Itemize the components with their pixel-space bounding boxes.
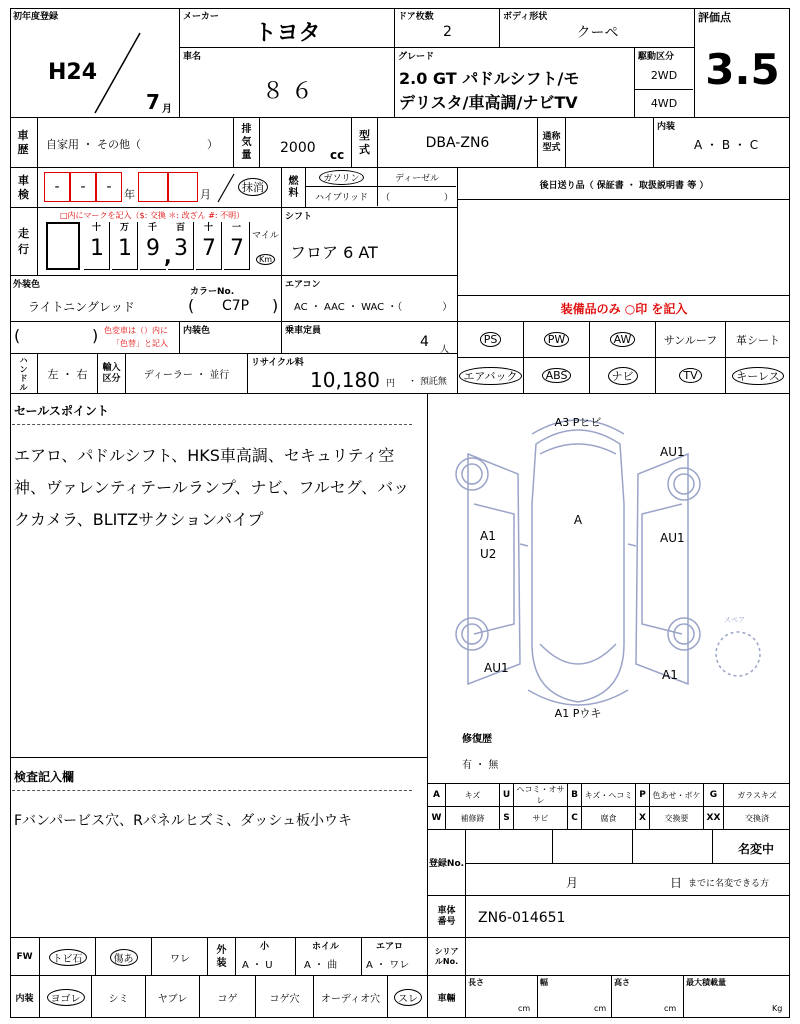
interior-condition-label: オーディオ穴 (320, 993, 381, 1005)
height-label: 高さ (614, 978, 630, 987)
sales-point-title: セールスポイント (14, 404, 109, 418)
inspection-year-box: - (96, 172, 122, 202)
legend-description: 色あせ・ボケ (650, 784, 704, 807)
recycle-unit: 円 (386, 379, 396, 389)
equipment-item (656, 322, 726, 358)
seats-value: 4 (420, 334, 429, 350)
legend-code: U (500, 784, 514, 807)
equipment-item-label: AW (610, 332, 636, 347)
serial-label-cell (428, 938, 466, 976)
inspection-month-box1 (138, 172, 168, 202)
check-title: 検査記入欄 (14, 770, 75, 784)
interior-condition-label: スレ (394, 989, 422, 1006)
shift-cell (282, 208, 458, 276)
later-docs-blank (458, 200, 790, 296)
history-label-cell (10, 118, 38, 168)
length-label: 長さ (468, 978, 484, 987)
inspection-era-box: - (44, 172, 70, 202)
color-change-note1: 色変車は（）内に (104, 326, 168, 335)
fw-item (40, 938, 96, 976)
common-type-label-cell (538, 118, 566, 168)
import-label: 輸入区分 (102, 362, 121, 384)
exterior-aero-value: A ・ ワレ (366, 960, 410, 971)
equipment-item-label: サンルーフ (663, 333, 718, 347)
fuel-diesel: ディーゼル (378, 168, 456, 187)
mileage-unit-km: Km (256, 254, 275, 265)
month-value: 7 (146, 90, 160, 114)
fuel-label-cell (282, 168, 306, 208)
interior-condition-label: コゲ穴 (269, 993, 300, 1005)
mileage-digit-unit: 千 (148, 223, 158, 233)
inspection-year-unit: 年 (124, 188, 135, 201)
exterior-wheel-cell (296, 938, 362, 976)
legend-description: キズ・ヘコミ (582, 784, 636, 807)
color-label: 外装色 (13, 280, 41, 290)
equipment-item (590, 322, 656, 358)
fuel-options-cell (306, 168, 458, 208)
doors-cell (395, 8, 500, 48)
damage-legend (428, 784, 790, 830)
legend-code: W (428, 807, 446, 830)
interior-condition-item (388, 976, 428, 1018)
serial-label: シリアルNo. (434, 946, 459, 966)
exterior-wheel-value: A ・ 曲 (304, 960, 338, 971)
shift-value: フロア 6 AT (290, 243, 378, 262)
mileage-label: 走行 (18, 226, 29, 256)
maker-cell (180, 8, 395, 48)
common-type-value-cell (566, 118, 654, 168)
first-registration-label: 初年度登録 (13, 12, 59, 22)
mileage-digit (140, 222, 166, 270)
drive-label: 駆動区分 (638, 52, 675, 62)
later-docs: 後日送り品（ 保証書 ・ 取扱説明書 等 ） (539, 180, 709, 191)
mileage-digits (84, 222, 256, 272)
type-value: DBA-ZN6 (425, 134, 490, 151)
sales-point-text: エアロ、パドルシフト、HKS車高調、セキュリティ空神、ヴァレンティテールランプ、ナビ、フルセグ、バックカメラ、BLITZサクションパイプ (14, 446, 410, 529)
interior-color-label: 内装色 (183, 326, 211, 336)
name-change: 名変中 (738, 842, 775, 856)
mark-u2-left: U2 (480, 547, 497, 561)
interior-condition-label: ヤブレ (157, 993, 188, 1005)
exterior-small-value: A ・ U (242, 960, 273, 971)
history-value-cell (38, 118, 234, 168)
interior-condition-item (314, 976, 388, 1018)
inspection-expired: 抹消 (238, 178, 268, 196)
drive-4wd: 4WD (650, 96, 678, 110)
recycle-value: 10,180 (310, 368, 380, 392)
fw-item (152, 938, 208, 976)
fw-label: FW (16, 951, 33, 962)
fw-item-label: 傷あ (110, 949, 138, 966)
bottom-interior-values (40, 976, 428, 1018)
first-registration-cell (10, 8, 180, 118)
equipment-item (656, 358, 726, 394)
exterior-wheel-label: ホイル (312, 942, 340, 952)
interior-grade-cell (654, 118, 790, 168)
maker-label: メーカー (183, 12, 219, 22)
dims-values (466, 976, 790, 1018)
equipment-item-label: ABS (542, 368, 572, 383)
inspection-month-unit: 月 (200, 188, 211, 201)
grade-cell (395, 48, 635, 118)
width-unit: cm (594, 1004, 607, 1013)
legend-description: キズ (446, 784, 500, 807)
displacement-value-cell (260, 118, 352, 168)
spare-label: スペア (724, 616, 745, 624)
car-diagram-box (428, 394, 790, 784)
model-cell (180, 48, 395, 118)
recycle-cell (248, 354, 458, 394)
score-value: 3.5 (705, 44, 780, 94)
era-year: H24 (48, 60, 98, 85)
mileage-mark-box (46, 222, 80, 270)
fw-label-cell (10, 938, 40, 976)
type-label: 型式 (359, 128, 370, 156)
type-value-cell (378, 118, 538, 168)
mileage-digit-value: 7 (202, 236, 216, 261)
legend-code: S (500, 807, 514, 830)
mileage-unit-mile: マイル (252, 231, 279, 241)
grade-line1: 2.0 GT パドルシフト/モ (399, 69, 580, 88)
displacement-label: 排気量 (241, 124, 252, 161)
inspection-date-cell (38, 168, 282, 208)
reg-label-cell (428, 830, 466, 896)
legend-description: 交換要 (650, 807, 704, 830)
score-cell (695, 8, 790, 118)
mileage-value-cell (38, 208, 282, 276)
exterior-aero-cell (362, 938, 428, 976)
equipment-item-label: ナビ (608, 367, 638, 385)
interior-grade-label: 内装 (657, 122, 676, 132)
legend-description: 交換済 (724, 807, 790, 830)
legend-code: G (704, 784, 724, 807)
mileage-digit-unit: 百 (176, 223, 186, 233)
check-text: Fバンパービス穴、Rパネルヒズミ、ダッシュ板小ウキ (14, 813, 352, 829)
reg-day: 日 (670, 876, 683, 890)
equipment-item (726, 358, 790, 394)
repair-label: 修復歴 (462, 734, 492, 745)
legend-code: C (568, 807, 582, 830)
handle-value: 左 ・ 右 (47, 367, 88, 381)
legend-description: 腐食 (582, 807, 636, 830)
fuel-gasoline: ガソリン (306, 168, 378, 187)
exterior-label-cell (208, 938, 236, 976)
height-unit: cm (664, 1004, 677, 1013)
equipment-item (524, 322, 590, 358)
chassis-value-cell (466, 896, 790, 938)
score-label: 評価点 (698, 11, 731, 24)
mark-a3: A3 Pヒビ (554, 416, 602, 429)
reg-label: 登録No. (428, 859, 465, 869)
grade-label: グレード (398, 52, 435, 62)
reg-month: 月 (566, 876, 579, 890)
serial-value-cell (466, 938, 790, 976)
common-type-label: 通称型式 (542, 131, 561, 153)
color-code-label: カラーNo. (190, 287, 235, 297)
equipment-item-label: PW (544, 332, 570, 347)
mark-au1-bl: AU1 (484, 661, 509, 675)
interior-condition-item (200, 976, 256, 1018)
mileage-digit-unit: 万 (120, 223, 130, 233)
mileage-digit (112, 222, 138, 270)
interior-grade-value: A ・ B ・ C (694, 138, 759, 152)
interior-condition-label: ヨゴレ (47, 989, 85, 1006)
mileage-digit (84, 222, 110, 270)
drive-2wd: 2WD (635, 62, 693, 90)
aircon-label: エアコン (285, 280, 321, 290)
exterior-small-cell (236, 938, 296, 976)
mileage-comma: , (164, 244, 172, 268)
interior-condition-item (40, 976, 92, 1018)
equipment-header (458, 296, 790, 322)
inspection-month-box2 (168, 172, 198, 202)
mark-a1-br: A1 (662, 668, 678, 682)
import-value: ディーラー ・ 並行 (143, 370, 230, 381)
chassis-label-cell (428, 896, 466, 938)
mileage-digit (224, 222, 250, 270)
exterior-label: 外装 (216, 944, 227, 969)
legend-code: XX (704, 807, 724, 830)
seats-unit: 人 (440, 345, 450, 355)
displacement-label-cell (234, 118, 260, 168)
seats-label: 乗車定員 (285, 326, 322, 336)
length-unit: cm (518, 1004, 531, 1013)
mileage-digit-unit: 十 (204, 223, 214, 233)
max-load-label: 最大積載量 (686, 978, 726, 987)
fw-item (96, 938, 152, 976)
mileage-digit-value: 1 (118, 236, 132, 261)
reg-value-cell (466, 830, 790, 896)
drive-cell (635, 48, 695, 118)
interior-color-cell (180, 322, 282, 354)
car-diagram (428, 394, 790, 784)
type-label-cell (352, 118, 378, 168)
dims-label-cell (428, 976, 466, 1018)
mileage-digit-unit: 十 (92, 223, 102, 233)
displacement-value: 2000 (280, 140, 316, 156)
body-label: ボディ形状 (503, 12, 548, 22)
recycle-label: リサイクル料 (251, 358, 304, 368)
aircon-value: AC ・ AAC ・ WAC ・（ ） (294, 302, 453, 313)
equipment-grid (458, 322, 790, 394)
interior-condition-item (256, 976, 314, 1018)
mileage-note: □内にマークを記入（$: 交換 ＊: 改ざん #: 不明） (60, 211, 245, 220)
mileage-digit-value: 7 (230, 236, 244, 261)
chassis-value: ZN6-014651 (478, 910, 566, 926)
equipment-item (458, 322, 524, 358)
recycle-deposit: ・ 預託無 (408, 377, 447, 387)
mark-au1-tr: AU1 (660, 445, 685, 459)
legend-code: X (636, 807, 650, 830)
fw-values (40, 938, 208, 976)
mileage-digit-value: 9 (146, 236, 160, 261)
body-value: クーペ (576, 25, 619, 41)
color-change-note2: 「色替」と記入 (112, 339, 168, 348)
sales-point-box (10, 394, 428, 758)
equipment-item (458, 358, 524, 394)
equipment-item-label: TV (679, 368, 701, 383)
legend-description: サビ (514, 807, 568, 830)
history-value: 自家用 ・ その他（ ） (46, 138, 218, 151)
mileage-digit-value: 3 (174, 236, 188, 261)
grade-line2: デリスタ/車高調/ナビTV (399, 93, 578, 112)
inspection-label-cell (10, 168, 38, 208)
chassis-label: 車体番号 (437, 905, 456, 927)
equipment-item (590, 358, 656, 394)
maker-value: トヨタ (254, 20, 321, 46)
mileage-digit-value: 1 (90, 236, 104, 261)
model-label: 車名 (183, 52, 202, 62)
interior-condition-item (92, 976, 146, 1018)
legend-code: A (428, 784, 446, 807)
equipment-item-label: 革シート (736, 333, 780, 347)
doors-value: 2 (443, 24, 452, 40)
mark-a-center: A (573, 513, 583, 527)
exterior-small-label: 小 (260, 942, 270, 952)
equipment-item-label: キーレス (732, 367, 783, 385)
mileage-digit (168, 222, 194, 270)
exterior-aero-label: エアロ (376, 942, 404, 952)
dims-label: 車輛 (437, 993, 456, 1004)
handle-label: ハンドル (19, 355, 28, 392)
seats-cell (282, 322, 458, 354)
mark-a1-bottom: A1 Pウキ (554, 707, 602, 720)
mileage-digit-unit: 一 (232, 223, 242, 233)
equipment-item-label: PS (480, 332, 502, 347)
legend-code: B (568, 784, 582, 807)
color-code: C7P (222, 298, 250, 314)
reg-deadline: までに名変できる方 (688, 879, 770, 889)
width-label: 幅 (540, 978, 548, 987)
mark-a1-left: A1 (480, 529, 496, 543)
bottom-interior-label: 内装 (15, 993, 34, 1004)
later-docs-cell (458, 168, 790, 200)
month-unit: 月 (162, 104, 172, 115)
check-box (10, 758, 428, 938)
equipment-item (524, 358, 590, 394)
legend-description: ヘコミ・オサレ (514, 784, 568, 807)
legend-description: 補修跡 (446, 807, 500, 830)
doors-label: ドア枚数 (398, 12, 434, 22)
mileage-digit (196, 222, 222, 270)
mark-au1-right: AU1 (660, 531, 685, 545)
interior-condition-label: コゲ (217, 993, 238, 1005)
inspection-slash (216, 172, 236, 204)
repair-value: 有 ・ 無 (462, 760, 499, 771)
displacement-unit: cc (330, 148, 345, 162)
handle-value-cell (38, 354, 98, 394)
body-cell (500, 8, 695, 48)
aircon-cell (282, 276, 458, 322)
history-label: 車歴 (17, 128, 30, 156)
fw-item-label: ワレ (170, 953, 190, 965)
import-label-cell (98, 354, 126, 394)
interior-condition-item (146, 976, 200, 1018)
legend-code: P (636, 784, 650, 807)
fuel-other: （ ） (380, 193, 453, 203)
fuel-label: 燃料 (288, 175, 299, 199)
inspection-era-box2: - (70, 172, 96, 202)
fw-item-label: トビ石 (49, 949, 87, 966)
interior-condition-label: シミ (108, 993, 129, 1005)
color-change-cell: ( ) 色変車は（）内に 「色替」と記入 (10, 322, 180, 354)
equipment-item (726, 322, 790, 358)
color-cell: 外装色 ライトニングレッド カラーNo. ( C7P ) (10, 276, 282, 322)
slash-mark (90, 28, 150, 118)
import-value-cell (126, 354, 248, 394)
inspection-label: 車検 (18, 173, 29, 201)
model-value: ８ ６ (262, 78, 313, 104)
fuel-hybrid: ハイブリッド (306, 187, 378, 206)
shift-label: シフト (285, 212, 313, 222)
legend-description: ガラスキズ (724, 784, 790, 807)
equipment-header-text: 装備品のみ ○印 を記入 (560, 302, 688, 316)
equipment-item-label: エアバック (459, 367, 521, 385)
bottom-interior-label-cell (10, 976, 40, 1018)
handle-label-cell (10, 354, 38, 394)
mileage-label-cell (10, 208, 38, 276)
max-load-unit: Kg (772, 1004, 783, 1013)
color-name: ライトニングレッド (28, 300, 135, 314)
